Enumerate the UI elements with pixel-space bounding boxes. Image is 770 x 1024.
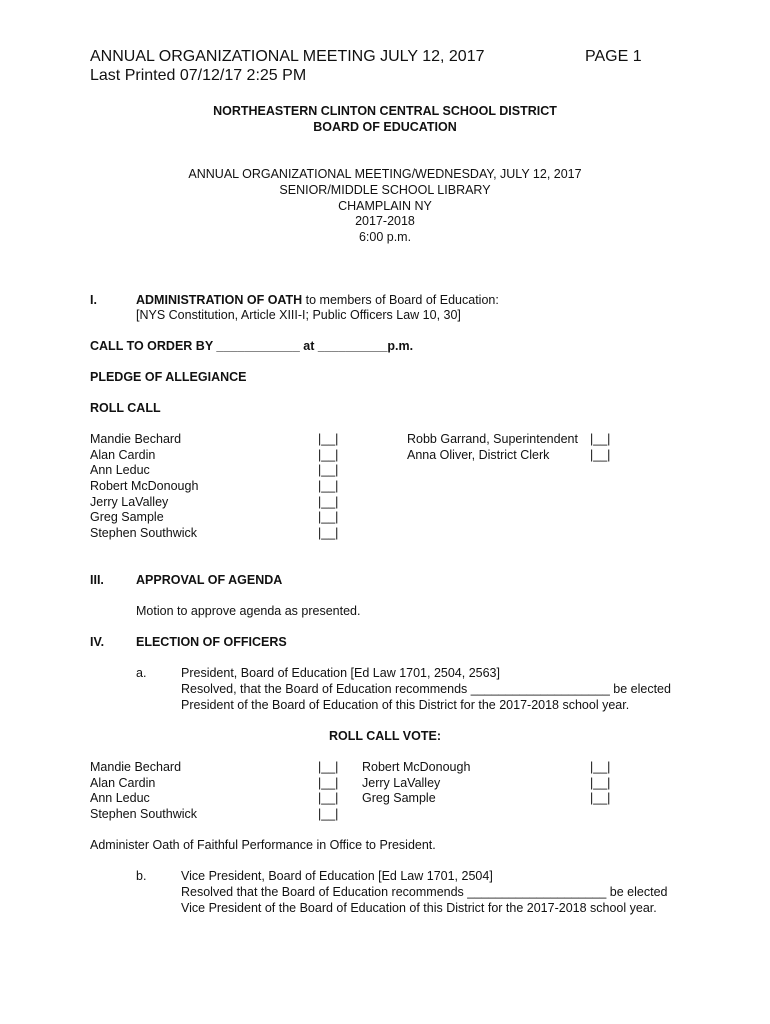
roll-staff-name: Anna Oliver, District Clerk — [407, 448, 550, 462]
vote-member-name: Mandie Bechard — [90, 760, 182, 774]
pledge-heading: PLEDGE OF ALLEGIANCE — [90, 370, 247, 384]
election-heading: ELECTION OF OFFICERS — [136, 635, 287, 649]
agenda-heading: APPROVAL OF AGENDA — [136, 573, 283, 587]
roll-staff-checkbox[interactable]: |__| — [590, 432, 611, 446]
roll-member-name: Greg Sample — [90, 510, 164, 524]
roll-member-checkbox[interactable]: |__| — [318, 495, 339, 509]
item-letter: a. — [136, 666, 147, 680]
vote-checkbox[interactable]: |__| — [318, 791, 339, 805]
vote-member-name: Jerry LaValley — [362, 776, 441, 790]
roll-member-checkbox[interactable]: |__| — [318, 432, 339, 446]
vote-member-name: Robert McDonough — [362, 760, 471, 774]
vice-president-resolution-line: Vice President of the Board of Education of this District for the 2017-2018 school year. — [181, 901, 657, 915]
roll-member-checkbox[interactable]: |__| — [318, 510, 339, 524]
agenda-motion: Motion to approve agenda as presented. — [136, 604, 361, 618]
oath-president: Administer Oath of Faithful Performance in Office to President. — [90, 838, 436, 852]
board-title: BOARD OF EDUCATION — [313, 120, 457, 134]
meeting-info-line: 2017-2018 — [355, 214, 415, 228]
vote-checkbox[interactable]: |__| — [590, 776, 611, 790]
meeting-info-line: 6:00 p.m. — [358, 230, 412, 244]
district-title: NORTHEASTERN CLINTON CENTRAL SCHOOL DISTRICT — [213, 104, 557, 118]
vote-member-name: Ann Leduc — [90, 791, 150, 805]
oath-heading: ADMINISTRATION OF OATH — [136, 293, 303, 307]
roll-member-checkbox[interactable]: |__| — [318, 463, 339, 477]
meeting-info-line: CHAMPLAIN NY — [338, 199, 432, 213]
section-numeral: IV. — [90, 635, 105, 649]
vote-member-name: Alan Cardin — [90, 776, 156, 790]
oath-citation: [NYS Constitution, Article XIII-I; Public Officers Law 10, 30] — [136, 308, 461, 322]
meeting-info-line: SENIOR/MIDDLE SCHOOL LIBRARY — [279, 183, 491, 197]
vote-checkbox[interactable]: |__| — [318, 760, 339, 774]
roll-member-name: Stephen Southwick — [90, 526, 198, 540]
vote-checkbox[interactable]: |__| — [590, 791, 611, 805]
roll-member-name: Ann Leduc — [90, 463, 150, 477]
vote-member-name: Greg Sample — [362, 791, 436, 805]
oath-text: to members of Board of Education: — [302, 293, 499, 307]
vote-checkbox[interactable]: |__| — [590, 760, 611, 774]
meeting-info-line: ANNUAL ORGANIZATIONAL MEETING/WEDNESDAY, JULY 12, 2017 — [188, 167, 582, 181]
roll-member-checkbox[interactable]: |__| — [318, 448, 339, 462]
oath-line — [136, 292, 499, 308]
call-to-order: CALL TO ORDER BY ____________ at __________p.m. — [90, 339, 414, 353]
roll-member-checkbox[interactable]: |__| — [318, 479, 339, 493]
roll-call-heading: ROLL CALL — [90, 401, 161, 415]
roll-call-vote-heading: ROLL CALL VOTE: — [328, 729, 442, 743]
president-resolution-line: President of the Board of Education of this District for the 2017-2018 school year. — [181, 698, 630, 712]
vice-president-resolution-line: Resolved that the Board of Education recommends ____________________ be elected — [181, 885, 668, 899]
president-resolution-line: Resolved, that the Board of Education recommends ____________________ be elected — [181, 682, 671, 696]
roll-member-name: Alan Cardin — [90, 448, 156, 462]
roll-member-name: Robert McDonough — [90, 479, 199, 493]
vote-member-name: Stephen Southwick — [90, 807, 198, 821]
vote-checkbox[interactable]: |__| — [318, 807, 339, 821]
roll-member-checkbox[interactable]: |__| — [318, 526, 339, 540]
section-numeral: I. — [90, 293, 97, 307]
header-printed-line: Last Printed 07/12/17 2:25 PM — [90, 67, 307, 84]
section-numeral: III. — [90, 573, 104, 587]
roll-staff-checkbox[interactable]: |__| — [590, 448, 611, 462]
page-label: PAGE 1 — [585, 48, 642, 65]
president-item-line: President, Board of Education [Ed Law 1701, 2504, 2563] — [181, 666, 500, 680]
roll-member-name: Jerry LaValley — [90, 495, 169, 509]
vote-checkbox[interactable]: |__| — [318, 776, 339, 790]
roll-member-name: Mandie Bechard — [90, 432, 182, 446]
item-letter: b. — [136, 869, 147, 883]
vice-president-item-line: Vice President, Board of Education [Ed Law 1701, 2504] — [181, 869, 493, 883]
roll-staff-name: Robb Garrand, Superintendent — [407, 432, 578, 446]
header-meeting-line: ANNUAL ORGANIZATIONAL MEETING JULY 12, 2017 — [90, 48, 485, 65]
